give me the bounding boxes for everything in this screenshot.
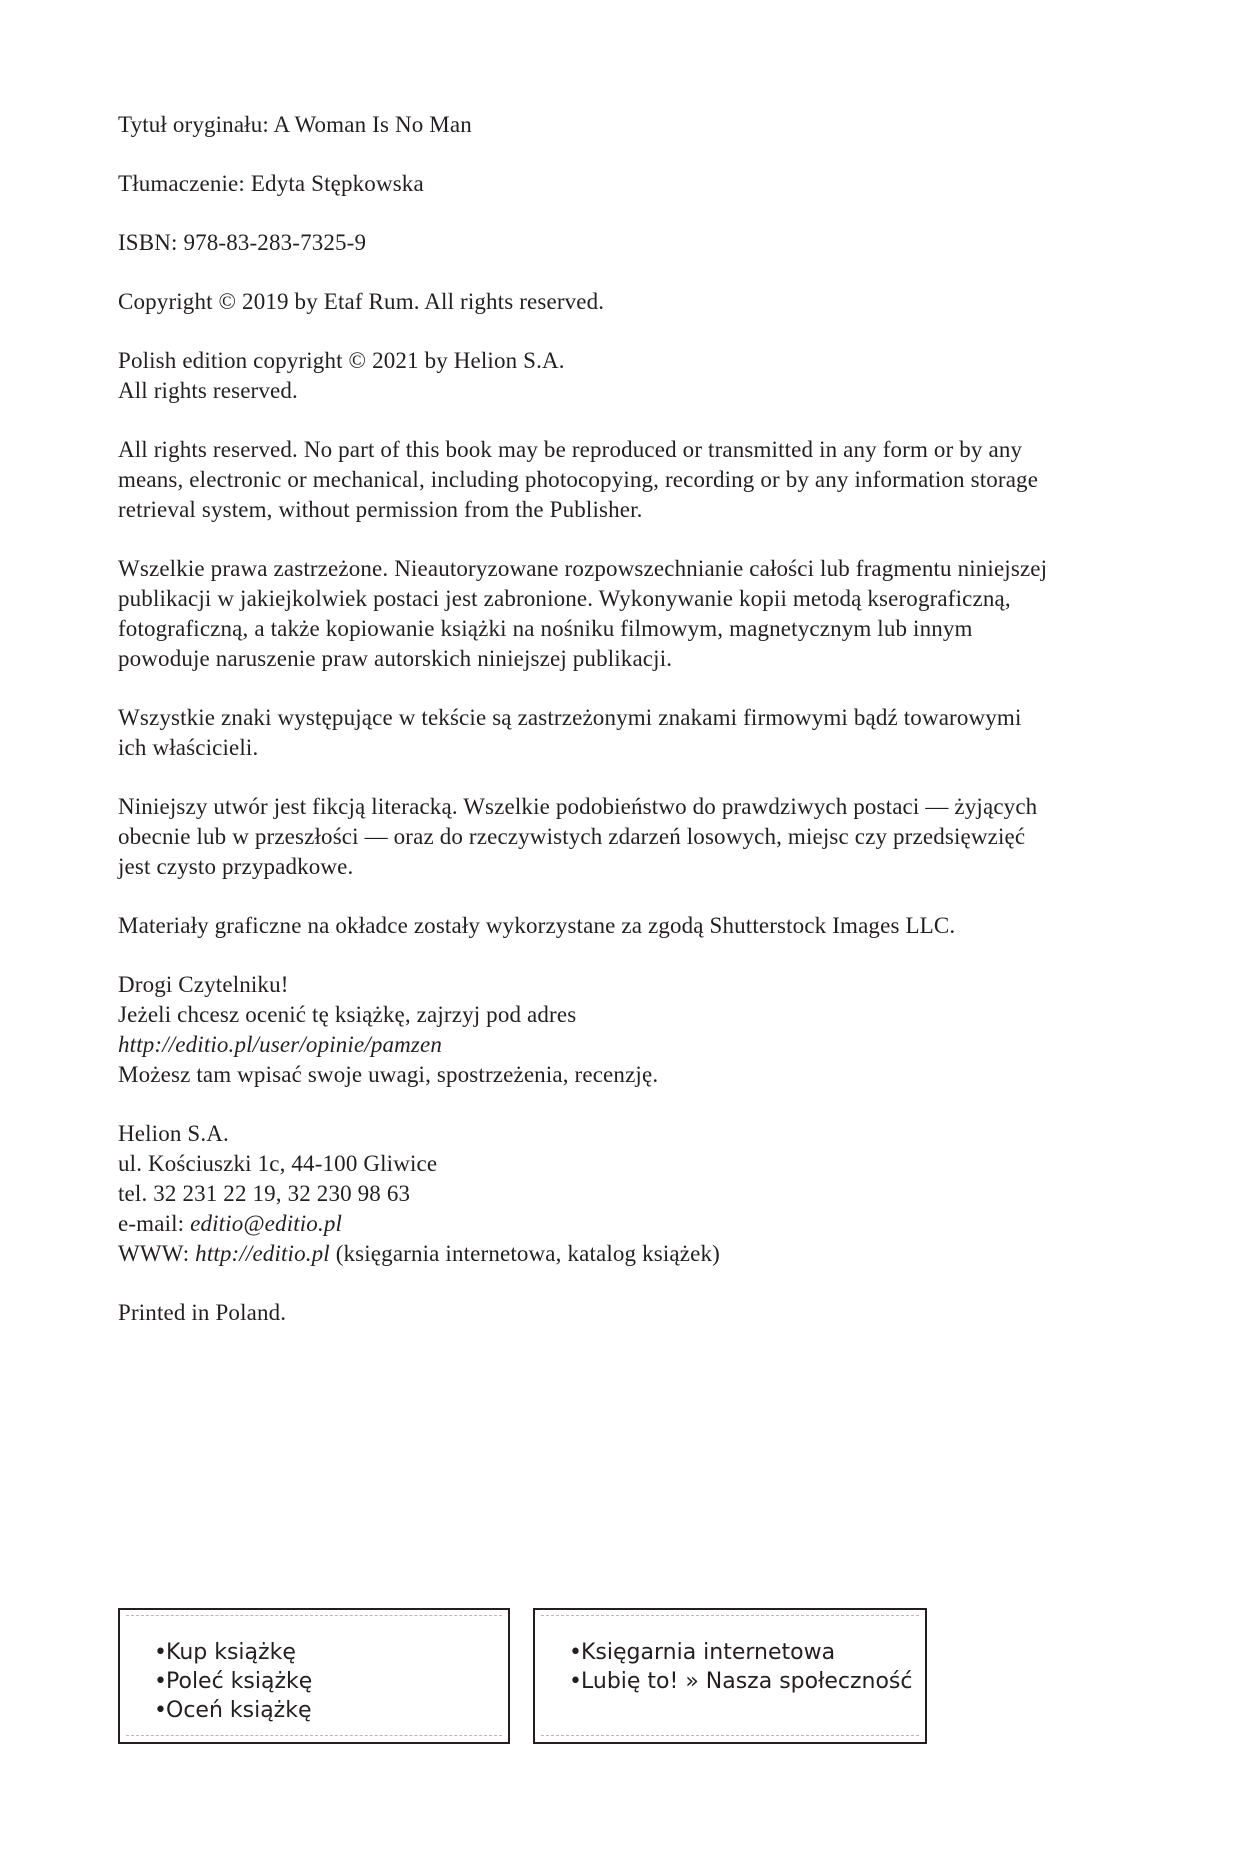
rights-english-line: means, electronic or mechanical, including photocopying, recording or by any information storage: [118, 467, 1039, 492]
printed-notice: [118, 1298, 1138, 1328]
trademarks-notice: [118, 703, 1138, 763]
polish-edition-notice: [118, 346, 1138, 406]
fiction-line: Niniejszy utwór jest fikcją literacką. Wszelkie podobieństwo do prawdziwych postaci — żyjących: [118, 794, 1038, 819]
printed-text: Printed in Poland.: [118, 1300, 287, 1325]
publisher-www-link[interactable]: http://editio.pl: [195, 1241, 330, 1266]
review-url[interactable]: http://editio.pl/user/opinie/pamzen: [118, 1032, 443, 1057]
copyright-text: Copyright © 2019 by Etaf Rum. All rights reserved.: [118, 289, 605, 314]
polish-edition-line: All rights reserved.: [118, 378, 298, 403]
www-label: WWW:: [118, 1241, 196, 1266]
trademarks-line: ich właścicieli.: [118, 735, 259, 760]
book-actions-box: [118, 1608, 510, 1744]
isbn-text: ISBN: 978-83-283-7325-9: [118, 230, 367, 255]
rate-book-label: Oceń książkę: [166, 1698, 312, 1723]
community-link[interactable]: [569, 1667, 912, 1696]
online-bookstore-label: Księgarnia internetowa: [581, 1640, 836, 1665]
rights-polish: [118, 554, 1138, 674]
cover-materials-text: Materiały graficzne na okładce zostały wykorzystane za zgodą Shutterstock Images LLC.: [118, 913, 956, 938]
fiction-line: obecnie lub w przeszłości — oraz do rzeczywistych zdarzeń losowych, miejsc czy przedsięwzięć: [118, 824, 1026, 849]
rights-english-line: retrieval system, without permission from the Publisher.: [118, 497, 643, 522]
original-title: [118, 110, 1138, 140]
rights-polish-line: powoduje naruszenie praw autorskich niniejszej publikacji.: [118, 646, 673, 671]
isbn: [118, 228, 1138, 258]
bullet-icon: •: [154, 1640, 167, 1665]
original-title-text: Tytuł oryginału: A Woman Is No Man: [118, 112, 472, 137]
rights-polish-line: publikacji w jakiejkolwiek postaci jest zabronione. Wykonywanie kopii metodą kserograficzną,: [118, 586, 1011, 611]
community-box: [533, 1608, 927, 1744]
online-bookstore-link[interactable]: [569, 1638, 912, 1667]
publisher-name: Helion S.A.: [118, 1121, 229, 1146]
community-label: Lubię to! » Nasza społeczność: [581, 1669, 913, 1694]
email-label: e-mail:: [118, 1211, 191, 1236]
fiction-notice: [118, 792, 1138, 882]
publisher-email-line: [118, 1209, 1138, 1239]
rights-english-line: All rights reserved. No part of this book may be reproduced or transmitted in any form or by any: [118, 437, 1023, 462]
translator: [118, 169, 1138, 199]
imprint-page: [118, 110, 1138, 1357]
bullet-icon: •: [154, 1698, 167, 1723]
reader-greeting: Drogi Czytelniku!: [118, 972, 289, 997]
recommend-book-label: Poleć książkę: [166, 1669, 313, 1694]
book-actions-list: [154, 1638, 312, 1725]
publisher-phone: tel. 32 231 22 19, 32 230 98 63: [118, 1181, 411, 1206]
buy-book-link[interactable]: [154, 1638, 312, 1667]
copyright-notice: [118, 287, 1138, 317]
publisher-www-line: [118, 1239, 1138, 1269]
divider: [541, 1735, 919, 1736]
buy-book-label: Kup książkę: [166, 1640, 296, 1665]
publisher-email-link[interactable]: editio@editio.pl: [190, 1211, 343, 1236]
rights-polish-line: Wszelkie prawa zastrzeżone. Nieautoryzowane rozpowszechnianie całości lub fragmentu niniejszej: [118, 556, 1048, 581]
divider: [126, 1735, 502, 1736]
recommend-book-link[interactable]: [154, 1667, 312, 1696]
reader-outro: Możesz tam wpisać swoje uwagi, spostrzeżenia, recenzję.: [118, 1062, 659, 1087]
divider: [541, 1615, 919, 1616]
polish-edition-line: Polish edition copyright © 2021 by Helion S.A.: [118, 348, 565, 373]
reader-intro: Jeżeli chcesz ocenić tę książkę, zajrzyj pod adres: [118, 1002, 577, 1027]
reader-note: [118, 970, 1138, 1090]
rights-english: [118, 435, 1138, 525]
www-suffix: (księgarnia internetowa, katalog książek): [329, 1241, 720, 1266]
bullet-icon: •: [569, 1669, 582, 1694]
fiction-line: jest czysto przypadkowe.: [118, 854, 354, 879]
divider: [126, 1615, 502, 1616]
rate-book-link[interactable]: [154, 1696, 312, 1725]
bullet-icon: •: [569, 1640, 582, 1665]
rights-polish-line: fotograficzną, a także kopiowanie książki na nośniku filmowym, magnetycznym lub innym: [118, 616, 973, 641]
translator-text: Tłumaczenie: Edyta Stępkowska: [118, 171, 424, 196]
publisher-info: [118, 1119, 1138, 1269]
community-list: [569, 1638, 912, 1696]
trademarks-line: Wszystkie znaki występujące w tekście są zastrzeżonymi znakami firmowymi bądź towarowymi: [118, 705, 1022, 730]
publisher-address: ul. Kościuszki 1c, 44-100 Gliwice: [118, 1151, 438, 1176]
bullet-icon: •: [154, 1669, 167, 1694]
cover-materials-notice: [118, 911, 1138, 941]
